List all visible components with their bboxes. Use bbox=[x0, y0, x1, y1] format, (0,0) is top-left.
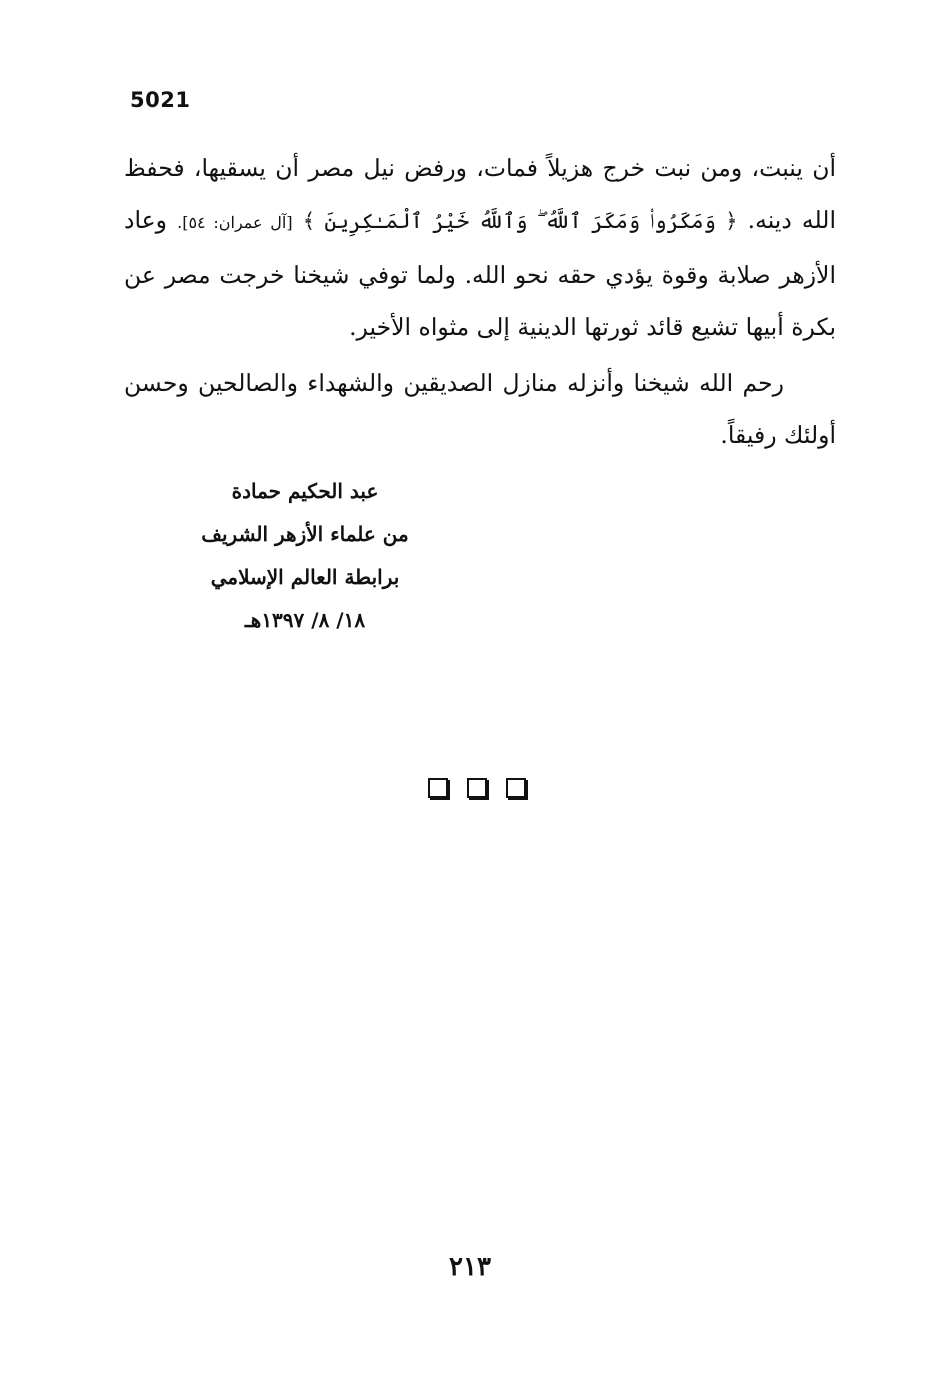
quran-verse: ﴿ وَمَكَرُوا۟ وَمَكَرَ ٱللَّهُ ۖ وَٱللَّهُ خَيْرُ ٱلْمَـٰكِرِينَ ﴾ bbox=[302, 209, 738, 233]
paragraph-1 bbox=[124, 142, 836, 353]
section-separator bbox=[428, 778, 526, 798]
paragraph-1-text-start: أن ينبت، ومن نبت خرج هزيلاً فمات، ورفض نيل مصر أن يسقيها، فحفظ الله دينه. bbox=[124, 154, 836, 234]
page-number: ٢١٣ bbox=[449, 1252, 491, 1282]
verse-reference: [آل عمران: ٥٤]. bbox=[177, 213, 293, 232]
paragraph-1-text-end: وعاد الأزهر صلابة وقوة يؤدي حقه نحو الله. ولما توفي شيخنا خرجت مصر عن بكرة أبيها تشيع قائد ثورتها الدينية إلى مثواه الأخير. bbox=[124, 206, 836, 341]
signature-title: من علماء الأزهر الشريف bbox=[201, 522, 409, 546]
page-id: 5021 bbox=[130, 88, 191, 112]
paragraph-2: رحم الله شيخنا وأنزله منازل الصديقين والشهداء والصالحين وحسن أولئك رفيقاً. bbox=[124, 369, 836, 449]
signature-name: عبد الحكيم حمادة bbox=[231, 479, 379, 503]
signature-org: برابطة العالم الإسلامي bbox=[210, 565, 400, 589]
body-text bbox=[124, 142, 836, 461]
signature-block bbox=[180, 470, 430, 642]
separator-square-icon bbox=[428, 778, 448, 798]
signature-date: ١٨/ ٨/ ١٣٩٧هـ bbox=[244, 608, 366, 632]
separator-square-icon bbox=[467, 778, 487, 798]
separator-square-icon bbox=[506, 778, 526, 798]
